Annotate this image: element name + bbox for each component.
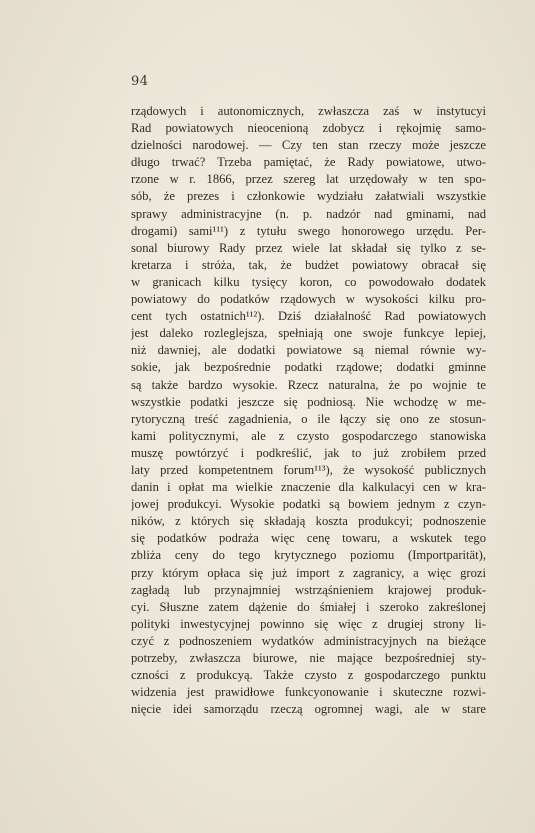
text-line: danin i opłat ma wielkie znaczenie dla kalkulacyi cen w kra- [131, 480, 486, 495]
page-number: 94 [131, 74, 149, 89]
text-line: zbliża ceny do tego krytycznego poziomu (Importparität), [131, 548, 486, 563]
text-line: kami politycznymi, ale z czysto gospodarczego stanowiska [131, 428, 486, 443]
text-line: czności z produkcyą. Także czysto z gospodarczego punktu [131, 668, 486, 683]
text-line: drogami) sami¹¹¹) z tytułu swego honorowego urzędu. Per- [131, 223, 486, 238]
text-line: sób, że prezes i członkowie wydziału załatwiali wszystkie [131, 189, 486, 204]
text-line: cyi. Słuszne zatem dążenie do śmiałej i szeroko zakreślonej [131, 599, 486, 614]
text-line: zagładą lub przynajmniej wstrząśnieniem krajowej produk- [131, 582, 486, 597]
text-line: widzenia jest prawidłowe funkcyonowanie i skuteczne rozwi- [131, 685, 486, 700]
text-line: nięcie idei samorządu rzeczą ogromnej wagi, ale w stare [131, 702, 486, 717]
text-line: wszystkie podatki jeszcze się podniosą. Nie wchodzę w me- [131, 394, 486, 409]
body-text [131, 103, 486, 718]
text-line: w granicach kilku tysięcy koron, co powodowało dodatek [131, 274, 486, 289]
text-line: jowej produkcyi. Wysokie podatki są bowiem jednym z czyn- [131, 497, 486, 512]
text-line: sokie, jak bezpośrednie podatki rządowe; dodatki gminne [131, 360, 486, 375]
text-line: potrzeby, zwłaszcza biurowe, nie mające bezpośredniej sty- [131, 651, 486, 665]
text-line: rzone w r. 1866, przez szereg lat urzędowały w ten spo- [131, 172, 486, 187]
text-line: ników, z których się składają koszta produkcyi; podnoszenie [131, 514, 486, 529]
text-line: cent tych ostatnich¹¹²). Dziś działalność Rad powiatowych [131, 309, 486, 324]
text-line: sprawy administracyjne (n. p. nadzór nad gminami, nad [131, 206, 486, 221]
text-line: rządowych i autonomicznych, zwłaszcza zaś w instytucyi [131, 104, 486, 118]
text-line: rytoryczną treść zagadnienia, o ile łączy się ono ze stosun- [131, 411, 486, 426]
text-line: czyć z podnoszeniem wydatków administracyjnych na bieżące [131, 633, 486, 648]
text-line: dzielności narodowej. — Czy ten stan rzeczy może jeszcze [131, 138, 486, 153]
text-line: sonal biurowy Rady przez wiele lat składał się tylko z se- [131, 240, 486, 255]
text-line: muszę powtórzyć i podkreślić, jak to już zrobiłem przed [131, 445, 486, 460]
text-line: powiatowy do podatków rządowych w wysokości kilku pro- [131, 292, 486, 307]
text-line: laty przed kompetentnem forum¹¹³), że wysokość publicznych [131, 462, 486, 477]
text-line: Rad powiatowych nieocenioną zdobycz i rękojmię samo- [131, 121, 486, 136]
text-line: niż dawniej, ale dodatki powiatowe są niemal równie wy- [131, 343, 486, 358]
text-line: kretarza i stróża, tak, że budżet powiatowy obracał się [131, 257, 486, 272]
text-line: się podatków podraża więc cenę towaru, a wskutek tego [131, 531, 486, 546]
text-line: polityki inwestycyjnej powinno się więc z drugiej strony li- [131, 616, 486, 631]
text-line: jest daleko rozleglejsza, spełniają one swoje funkcye lepiej, [131, 326, 486, 341]
text-line: są także bardzo wysokie. Rzecz naturalna, że po wojnie te [131, 377, 486, 392]
text-line: przy którym opłaca się już import z zagranicy, a więc grozi [131, 565, 486, 580]
text-line: długo trwać? Trzeba pamiętać, że Rady powiatowe, utwo- [131, 155, 486, 170]
